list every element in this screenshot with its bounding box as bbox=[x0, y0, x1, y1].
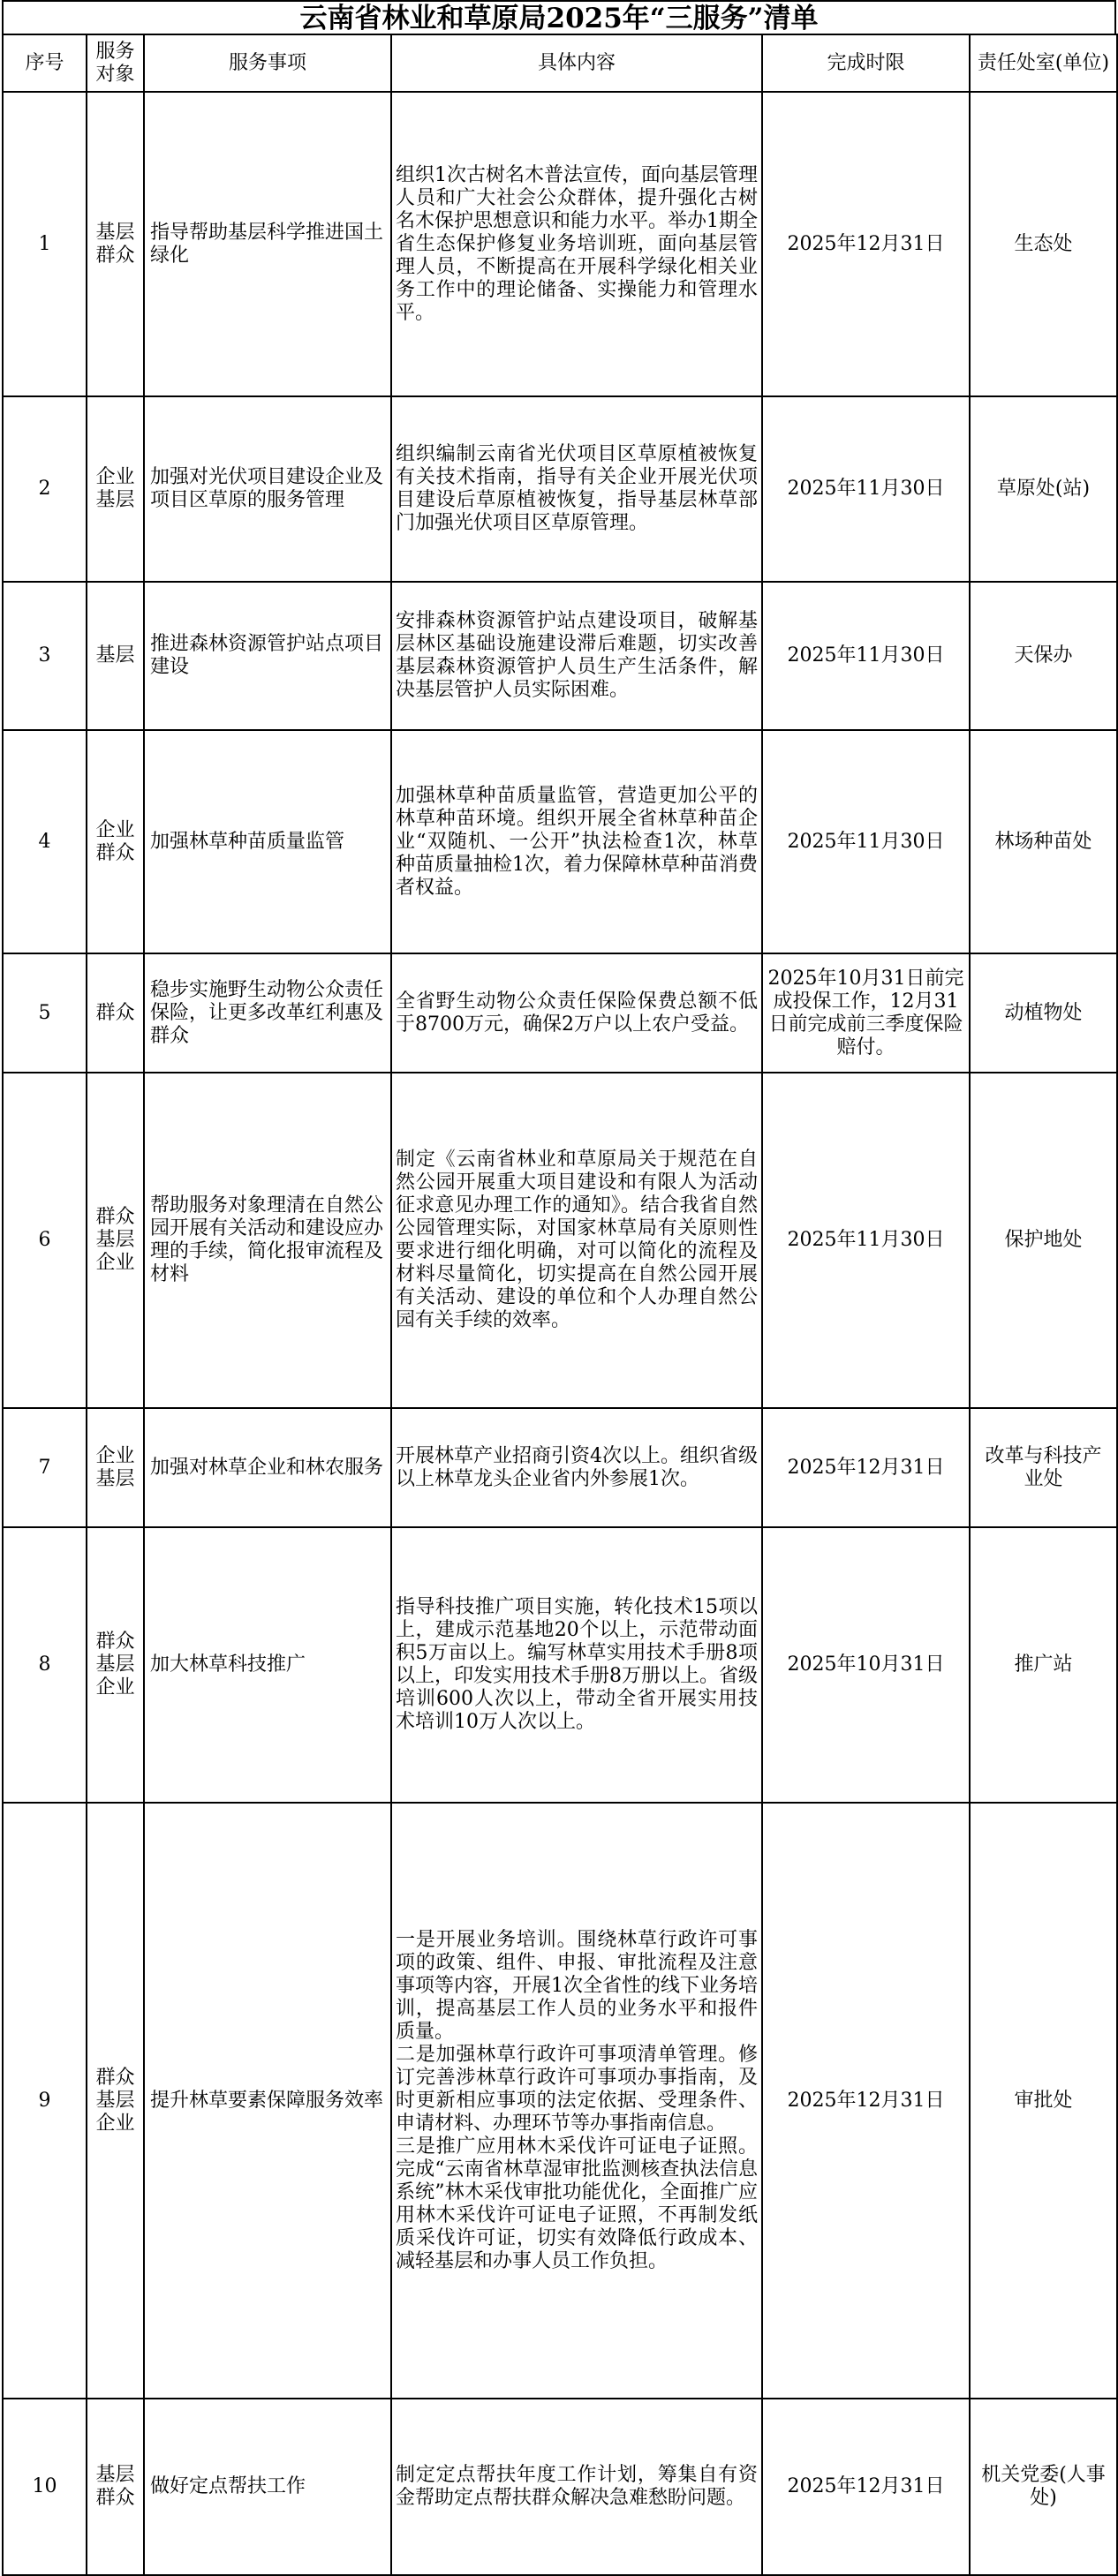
row-item: 加强对光伏项目建设企业及项目区草原的服务管理 bbox=[144, 396, 391, 582]
table-row bbox=[3, 730, 1117, 953]
row-dept: 推广站 bbox=[970, 1527, 1117, 1803]
service-list-table bbox=[2, 34, 1118, 2576]
row-no: 7 bbox=[3, 1408, 87, 1527]
row-target: 企业基层 bbox=[87, 396, 144, 582]
row-no: 2 bbox=[3, 396, 87, 582]
row-no: 3 bbox=[3, 582, 87, 730]
row-dept: 动植物处 bbox=[970, 953, 1117, 1073]
row-no: 9 bbox=[3, 1803, 87, 2399]
row-content: 制定定点帮扶年度工作计划，筹集自有资金帮助定点帮扶群众解决急难愁盼问题。 bbox=[391, 2399, 762, 2575]
row-content: 制定《云南省林业和草原局关于规范在自然公园开展重大项目建设和有限人为活动征求意见办理工作的通知》。结合我省自然公园管理实际，对国家林草局有关原则性要求进行细化明确，对可以简化的流程及材料尽量简化，切实提高在自然公园开展有关活动、建设的单位和个人办理自然公园有关手续的效率。 bbox=[391, 1073, 762, 1408]
row-deadline: 2025年11月30日 bbox=[762, 396, 970, 582]
row-target: 群众 bbox=[87, 953, 144, 1073]
row-deadline: 2025年12月31日 bbox=[762, 1803, 970, 2399]
header-item: 服务事项 bbox=[144, 34, 391, 92]
table-row bbox=[3, 582, 1117, 730]
row-target: 群众基层企业 bbox=[87, 1803, 144, 2399]
row-item: 加强林草种苗质量监管 bbox=[144, 730, 391, 953]
row-dept: 天保办 bbox=[970, 582, 1117, 730]
row-target: 群众基层企业 bbox=[87, 1527, 144, 1803]
row-deadline: 2025年11月30日 bbox=[762, 1073, 970, 1408]
row-deadline: 2025年12月31日 bbox=[762, 92, 970, 396]
table-row bbox=[3, 2399, 1117, 2575]
row-deadline: 2025年11月30日 bbox=[762, 582, 970, 730]
row-content: 全省野生动物公众责任保险保费总额不低于8700万元，确保2万户以上农户受益。 bbox=[391, 953, 762, 1073]
table-row bbox=[3, 1803, 1117, 2399]
row-no: 4 bbox=[3, 730, 87, 953]
header-no: 序号 bbox=[3, 34, 87, 92]
row-target: 基层群众 bbox=[87, 2399, 144, 2575]
row-dept: 机关党委(人事处) bbox=[970, 2399, 1117, 2575]
row-target: 基层 bbox=[87, 582, 144, 730]
row-target: 企业基层 bbox=[87, 1408, 144, 1527]
table-row bbox=[3, 1527, 1117, 1803]
row-no: 8 bbox=[3, 1527, 87, 1803]
row-deadline: 2025年12月31日 bbox=[762, 1408, 970, 1527]
row-content: 开展林草产业招商引资4次以上。组织省级以上林草龙头企业省内外参展1次。 bbox=[391, 1408, 762, 1527]
row-item: 提升林草要素保障服务效率 bbox=[144, 1803, 391, 2399]
row-dept: 生态处 bbox=[970, 92, 1117, 396]
row-target: 企业群众 bbox=[87, 730, 144, 953]
table-row bbox=[3, 953, 1117, 1073]
row-dept: 审批处 bbox=[970, 1803, 1117, 2399]
row-deadline: 2025年10月31日 bbox=[762, 1527, 970, 1803]
row-deadline: 2025年12月31日 bbox=[762, 2399, 970, 2575]
row-content: 加强林草种苗质量监管，营造更加公平的林草种苗环境。组织开展全省林草种苗企业“双随机、一公开”执法检查1次，林草种苗质量抽检1次，着力保障林草种苗消费者权益。 bbox=[391, 730, 762, 953]
table-row bbox=[3, 1408, 1117, 1527]
row-target: 基层群众 bbox=[87, 92, 144, 396]
row-deadline: 2025年11月30日 bbox=[762, 730, 970, 953]
row-content: 指导科技推广项目实施，转化技术15项以上，建成示范基地20个以上，示范带动面积5万亩以上。编写林草实用技术手册8项以上，印发实用技术手册8万册以上。省级培训600人次以上，带动全省开展实用技术培训10万人次以上。 bbox=[391, 1527, 762, 1803]
row-no: 6 bbox=[3, 1073, 87, 1408]
header-deadline: 完成时限 bbox=[762, 34, 970, 92]
row-dept: 草原处(站) bbox=[970, 396, 1117, 582]
row-item: 推进森林资源管护站点项目建设 bbox=[144, 582, 391, 730]
row-content: 组织编制云南省光伏项目区草原植被恢复有关技术指南，指导有关企业开展光伏项目建设后草原植被恢复，指导基层林草部门加强光伏项目区草原管理。 bbox=[391, 396, 762, 582]
row-item: 帮助服务对象理清在自然公园开展有关活动和建设应办理的手续，简化报审流程及材料 bbox=[144, 1073, 391, 1408]
row-dept: 改革与科技产业处 bbox=[970, 1408, 1117, 1527]
row-item: 加强对林草企业和林农服务 bbox=[144, 1408, 391, 1527]
header-content: 具体内容 bbox=[391, 34, 762, 92]
row-no: 10 bbox=[3, 2399, 87, 2575]
header-row bbox=[3, 34, 1117, 92]
table-row bbox=[3, 92, 1117, 396]
row-deadline: 2025年10月31日前完成投保工作，12月31日前完成前三季度保险赔付。 bbox=[762, 953, 970, 1073]
row-item: 加大林草科技推广 bbox=[144, 1527, 391, 1803]
row-dept: 林场种苗处 bbox=[970, 730, 1117, 953]
header-target: 服务对象 bbox=[87, 34, 144, 92]
row-target: 群众基层企业 bbox=[87, 1073, 144, 1408]
row-item: 指导帮助基层科学推进国土绿化 bbox=[144, 92, 391, 396]
row-no: 1 bbox=[3, 92, 87, 396]
row-content: 安排森林资源管护站点建设项目，破解基层林区基础设施建设滞后难题，切实改善基层森林资源管护人员生产生活条件，解决基层管护人员实际困难。 bbox=[391, 582, 762, 730]
document-title: 云南省林业和草原局2025年“三服务”清单 bbox=[2, 0, 1116, 34]
row-no: 5 bbox=[3, 953, 87, 1073]
row-content: 组织1次古树名木普法宣传，面向基层管理人员和广大社会公众群体，提升强化古树名木保护思想意识和能力水平。举办1期全省生态保护修复业务培训班，面向基层管理人员，不断提高在开展科学绿化相关业务工作中的理论储备、实操能力和管理水平。 bbox=[391, 92, 762, 396]
row-content: 一是开展业务培训。围绕林草行政许可事项的政策、组件、申报、审批流程及注意事项等内容，开展1次全省性的线下业务培训，提高基层工作人员的业务水平和报件质量。 二是加强林草行政许可事项清单管理。修订完善涉林草行政许可事项办事指南，及时更新相应事项的法定依据、受理条件、申请材料、办理环节等办事指南信息。 三是推广应用林木采伐许可证电子证照。完成“云南省林草湿审批监测核查执法信息系统”林木采伐审批功能优化，全面推广应用林木采伐许可证电子证照，不再制发纸质采伐许可证，切实有效降低行政成本、减轻基层和办事人员工作负担。 bbox=[391, 1803, 762, 2399]
header-dept: 责任处室(单位) bbox=[970, 34, 1117, 92]
table-row bbox=[3, 396, 1117, 582]
row-item: 稳步实施野生动物公众责任保险，让更多改革红利惠及群众 bbox=[144, 953, 391, 1073]
row-dept: 保护地处 bbox=[970, 1073, 1117, 1408]
table-row bbox=[3, 1073, 1117, 1408]
row-item: 做好定点帮扶工作 bbox=[144, 2399, 391, 2575]
